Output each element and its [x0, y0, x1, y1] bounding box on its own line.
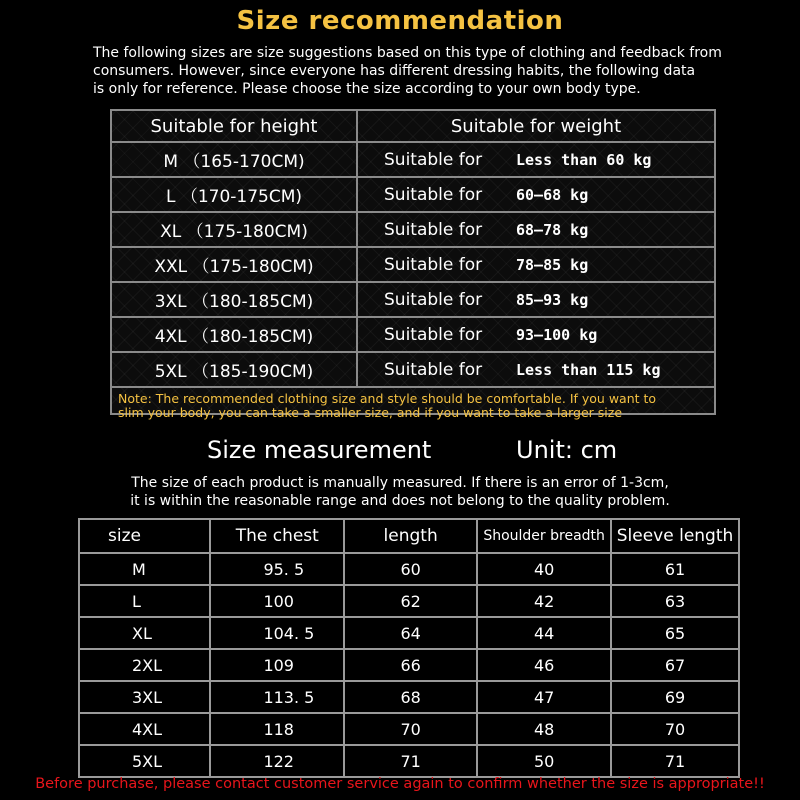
length-cell: 62	[344, 585, 477, 617]
size-cell: 4XL	[79, 713, 210, 745]
intro-text	[93, 44, 783, 98]
recommendation-row	[112, 352, 714, 386]
size-cell: 5XL	[79, 745, 210, 777]
height-range: L （170-175CM)	[112, 177, 357, 212]
measurement-header-row	[79, 519, 739, 553]
suitable-for-label: Suitable for	[384, 254, 483, 275]
chest-cell: 100	[210, 585, 344, 617]
col-header-chest: The chest	[210, 519, 344, 553]
recommendation-header-row	[112, 111, 714, 142]
sleeve-cell: 63	[611, 585, 739, 617]
recommendation-row	[112, 142, 714, 177]
height-range: 5XL （185-190CM)	[112, 352, 357, 386]
chest-cell: 113. 5	[210, 681, 344, 713]
measurement-intro	[0, 474, 800, 510]
header-height: Suitable for height	[112, 111, 357, 142]
size-cell: M	[79, 553, 210, 585]
weight-range: 68—78 kg	[516, 220, 589, 239]
intro-line: consumers. However, since everyone has different dressing habits, the following data	[93, 63, 696, 79]
recommendation-row	[112, 212, 714, 247]
col-header-size: size	[79, 519, 210, 553]
shoulder-cell: 50	[477, 745, 611, 777]
sleeve-cell: 61	[611, 553, 739, 585]
weight-range: Less than 115 kg	[516, 360, 661, 379]
suitable-for-label: Suitable for	[384, 359, 483, 380]
height-range: XXL （175-180CM)	[112, 247, 357, 282]
page-title: Size recommendation	[236, 6, 564, 36]
sleeve-cell: 71	[611, 745, 739, 777]
recommendation-row	[112, 247, 714, 282]
size-cell: XL	[79, 617, 210, 649]
sleeve-cell: 65	[611, 617, 739, 649]
table-row	[79, 681, 739, 713]
size-cell: 3XL	[79, 681, 210, 713]
height-range: 3XL （180-185CM)	[112, 282, 357, 317]
chest-cell: 118	[210, 713, 344, 745]
intro-line: is only for reference. Please choose the size according to your own body type.	[93, 81, 641, 97]
weight-range: 60—68 kg	[516, 185, 589, 204]
measurement-title: Size measurement	[207, 436, 432, 464]
shoulder-cell: 46	[477, 649, 611, 681]
length-cell: 68	[344, 681, 477, 713]
table-row	[79, 585, 739, 617]
size-note	[112, 386, 714, 420]
height-range: M （165-170CM)	[112, 142, 357, 177]
shoulder-cell: 40	[477, 553, 611, 585]
unit-label: Unit: cm	[516, 436, 618, 464]
chest-cell: 104. 5	[210, 617, 344, 649]
suitable-for-label: Suitable for	[384, 149, 483, 170]
chest-cell: 122	[210, 745, 344, 777]
shoulder-cell: 42	[477, 585, 611, 617]
note-line: slim your body, you can take a smaller size, and if you want to take a larger size	[118, 405, 623, 420]
col-header-sleeve: Sleeve length	[611, 519, 739, 553]
size-cell: L	[79, 585, 210, 617]
measurement-intro-line: it is within the reasonable range and does not belong to the quality problem.	[130, 493, 670, 509]
length-cell: 70	[344, 713, 477, 745]
weight-range: 93—100 kg	[516, 325, 598, 344]
suitable-for-label: Suitable for	[384, 184, 483, 205]
height-range: XL （175-180CM)	[112, 212, 357, 247]
suitable-for-label: Suitable for	[384, 289, 483, 310]
weight-range: Less than 60 kg	[516, 150, 652, 169]
table-row	[79, 745, 739, 777]
chest-cell: 109	[210, 649, 344, 681]
suitable-for-label: Suitable for	[384, 219, 483, 240]
length-cell: 60	[344, 553, 477, 585]
recommendation-row	[112, 317, 714, 352]
height-range: 4XL （180-185CM)	[112, 317, 357, 352]
recommendation-table	[110, 109, 716, 420]
table-row	[79, 713, 739, 745]
table-row	[79, 553, 739, 585]
measurement-table	[78, 518, 740, 778]
intro-line: The following sizes are size suggestions based on this type of clothing and feedback from	[93, 45, 722, 61]
sleeve-cell: 70	[611, 713, 739, 745]
weight-range: 78—85 kg	[516, 255, 589, 274]
purchase-warning: Before purchase, please contact customer service again to confirm whether the size is appropriate!!	[35, 776, 765, 792]
length-cell: 64	[344, 617, 477, 649]
table-row	[79, 649, 739, 681]
table-row	[79, 617, 739, 649]
weight-range: 85—93 kg	[516, 290, 589, 309]
col-header-shoulder: Shoulder breadth	[477, 519, 611, 553]
col-header-length: length	[344, 519, 477, 553]
chest-cell: 95. 5	[210, 553, 344, 585]
size-cell: 2XL	[79, 649, 210, 681]
length-cell: 66	[344, 649, 477, 681]
shoulder-cell: 44	[477, 617, 611, 649]
header-weight: Suitable for weight	[450, 115, 622, 137]
shoulder-cell: 48	[477, 713, 611, 745]
suitable-for-label: Suitable for	[384, 324, 483, 345]
length-cell: 71	[344, 745, 477, 777]
shoulder-cell: 47	[477, 681, 611, 713]
measurement-heading	[207, 436, 618, 464]
recommendation-row	[112, 282, 714, 317]
sleeve-cell: 67	[611, 649, 739, 681]
recommendation-row	[112, 177, 714, 212]
sleeve-cell: 69	[611, 681, 739, 713]
note-line: Note: The recommended clothing size and style should be comfortable. If you want to	[118, 391, 657, 406]
measurement-intro-line: The size of each product is manually measured. If there is an error of 1-3cm,	[131, 475, 669, 491]
